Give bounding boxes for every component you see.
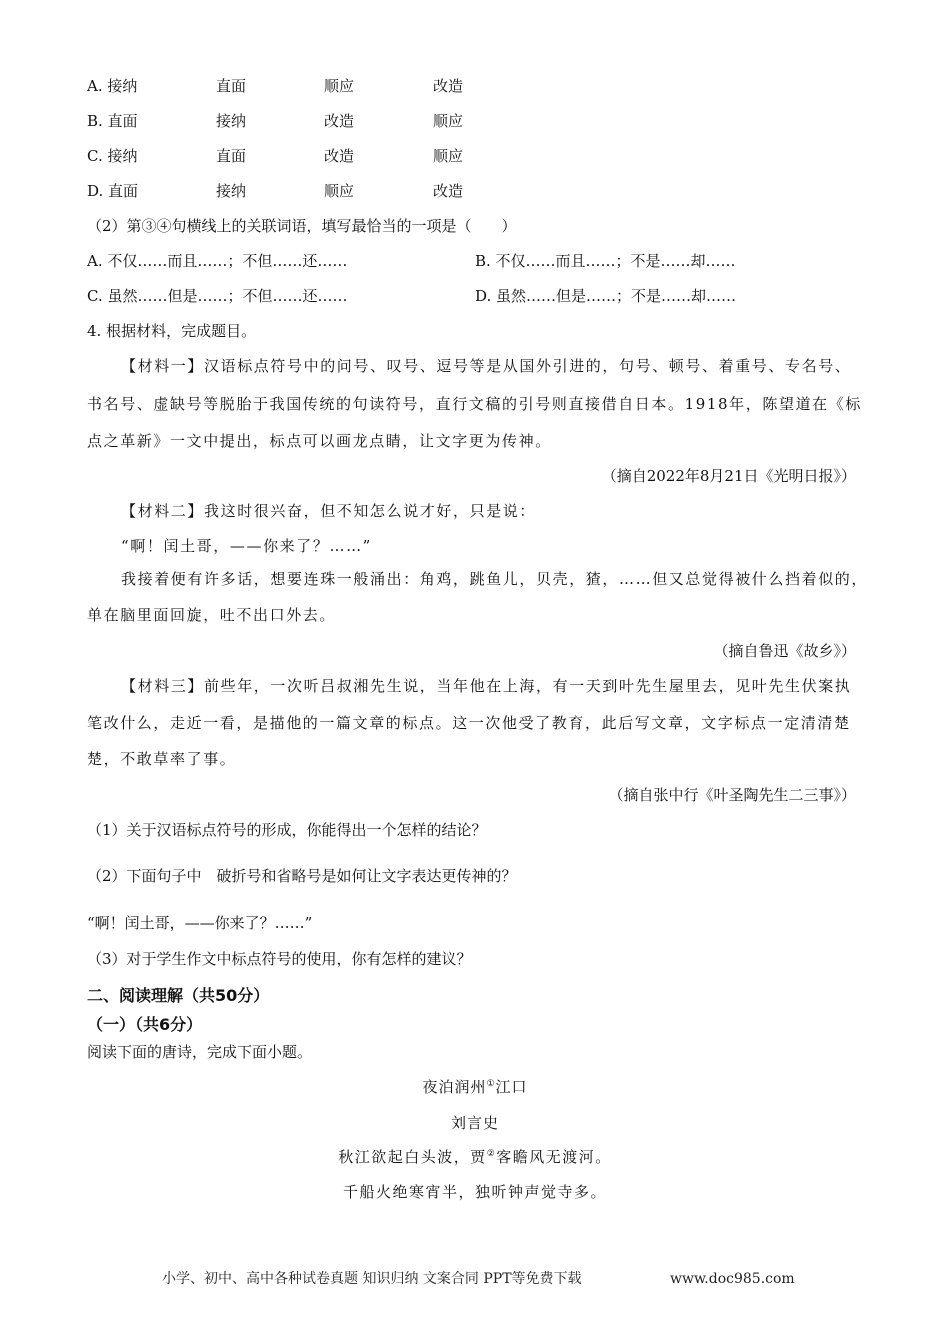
- material2-line4: 单在脑里面回旋，吐不出口外去。: [87, 606, 337, 624]
- option-b-word2: 接纳: [216, 112, 247, 130]
- poem-line1-footnote-mark: ②: [486, 1149, 497, 1159]
- poem-line1: [0, 1150, 950, 1165]
- section2-part1-title: （一）（共6分）: [87, 1015, 203, 1034]
- option-a-word3: 顺应: [324, 77, 355, 95]
- material1-line1: 【材料一】汉语标点符号中的问号、叹号、逗号等是从国外引进的，句号、顿号、着重号、专名号、: [121, 357, 852, 375]
- material1-source: （摘自2022年8月21日《光明日报》）: [601, 467, 856, 485]
- material2-line1: 【材料二】我这时很兴奋，但不知怎么说才好，只是说：: [121, 502, 537, 520]
- option-c-word2: 直面: [216, 147, 247, 165]
- q4-sub2-quote: “啊！闰土哥，——你来了？……”: [87, 914, 313, 932]
- poem-author: 刘言史: [450, 1114, 499, 1132]
- option-d-word4: 改造: [433, 182, 464, 200]
- option-b-word4: 顺应: [433, 112, 464, 130]
- q3-sub2-option-c: C. 虽然……但是……；不但……还……: [87, 287, 348, 305]
- material1-line3: 点之革新》一文中提出，标点可以画龙点睛，让文字更为传神。: [87, 432, 552, 450]
- material3-line1: 【材料三】前些年，一次听吕叔湘先生说，当年他在上海，有一天到叶先生屋里去，见叶先生伏案执: [121, 677, 852, 695]
- q3-sub2-option-a: A. 不仅……而且……；不但……还……: [87, 252, 348, 270]
- material1-line2: 书名号、虚缺号等脱胎于我国传统的句读符号，直行文稿的引号则直接借自日本。1918年，陈望道在《标: [87, 395, 862, 413]
- option-d-word3: 顺应: [324, 182, 355, 200]
- section2-intro: 阅读下面的唐诗，完成下面小题。: [87, 1043, 313, 1061]
- q4-sub1: （1）关于汉语标点符号的形成，你能得出一个怎样的结论？: [87, 821, 487, 839]
- q3-sub2-option-d: D. 虽然……但是……；不是……却……: [475, 287, 737, 305]
- option-a-word2: 直面: [216, 77, 247, 95]
- option-a-word4: 改造: [433, 77, 464, 95]
- material3-source: （摘自张中行《叶圣陶先生二三事》）: [608, 786, 856, 804]
- material2-source: （摘自鲁迅《故乡》）: [713, 642, 856, 660]
- option-d-label: D. 直面: [87, 182, 139, 200]
- q4-sub2: （2）下面句子中 破折号和省略号是如何让文字表达更传神的？: [87, 867, 517, 885]
- option-c-label: C. 接纳: [87, 147, 138, 165]
- q3-sub2-option-b: B. 不仅……而且……；不是……却……: [475, 252, 736, 270]
- material3-line2: 笔改什么，走近一看，是描他的一篇文章的标点。这一次他受了教育，此后写文章，文字标点一定清清楚: [87, 714, 851, 732]
- footer-text: 小学、初中、高中各种试卷真题 知识归纳 文案合同 PPT等免费下载: [162, 1271, 582, 1287]
- q4-stem: 4. 根据材料，完成题目。: [87, 322, 257, 340]
- poem-line2: 千船火绝寒宵半，独听钟声觉寺多。: [342, 1183, 607, 1201]
- option-c-word4: 顺应: [433, 147, 464, 165]
- q3-sub2-stem: （2）第③④句横线上的关联词语，填写最恰当的一项是（ ）: [87, 217, 517, 235]
- section2-title: 二、阅读理解（共50分）: [87, 986, 270, 1005]
- material2-line3: 我接着便有许多话，想要连珠一般涌出：角鸡，跳鱼儿，贝壳，猹，……但又总觉得被什么挡着似的，: [121, 570, 869, 588]
- option-c-word3: 改造: [324, 147, 355, 165]
- poem-title-footnote-mark: ①: [486, 1079, 496, 1089]
- q4-sub3: （3）对于学生作文中标点符号的使用，你有怎样的建议？: [87, 950, 472, 968]
- option-d-word2: 接纳: [216, 182, 247, 200]
- poem-title: [0, 1080, 950, 1095]
- option-a-label: A. 接纳: [87, 77, 138, 95]
- poem-title-tail: 江口: [495, 1078, 528, 1096]
- footer-url[interactable]: www.doc985.com: [670, 1271, 795, 1287]
- poem-title-main: 夜泊润州: [422, 1078, 487, 1096]
- material2-line2: “啊！闰土哥，——你来了？……”: [121, 537, 372, 555]
- poem-line1-head: 秋江欲起白头波，贾: [338, 1148, 487, 1166]
- option-b-label: B. 直面: [87, 112, 138, 130]
- material3-line3: 楚，不敢草率了事。: [87, 750, 237, 768]
- option-b-word3: 改造: [324, 112, 355, 130]
- poem-line1-tail: 客瞻风无渡河。: [496, 1148, 612, 1166]
